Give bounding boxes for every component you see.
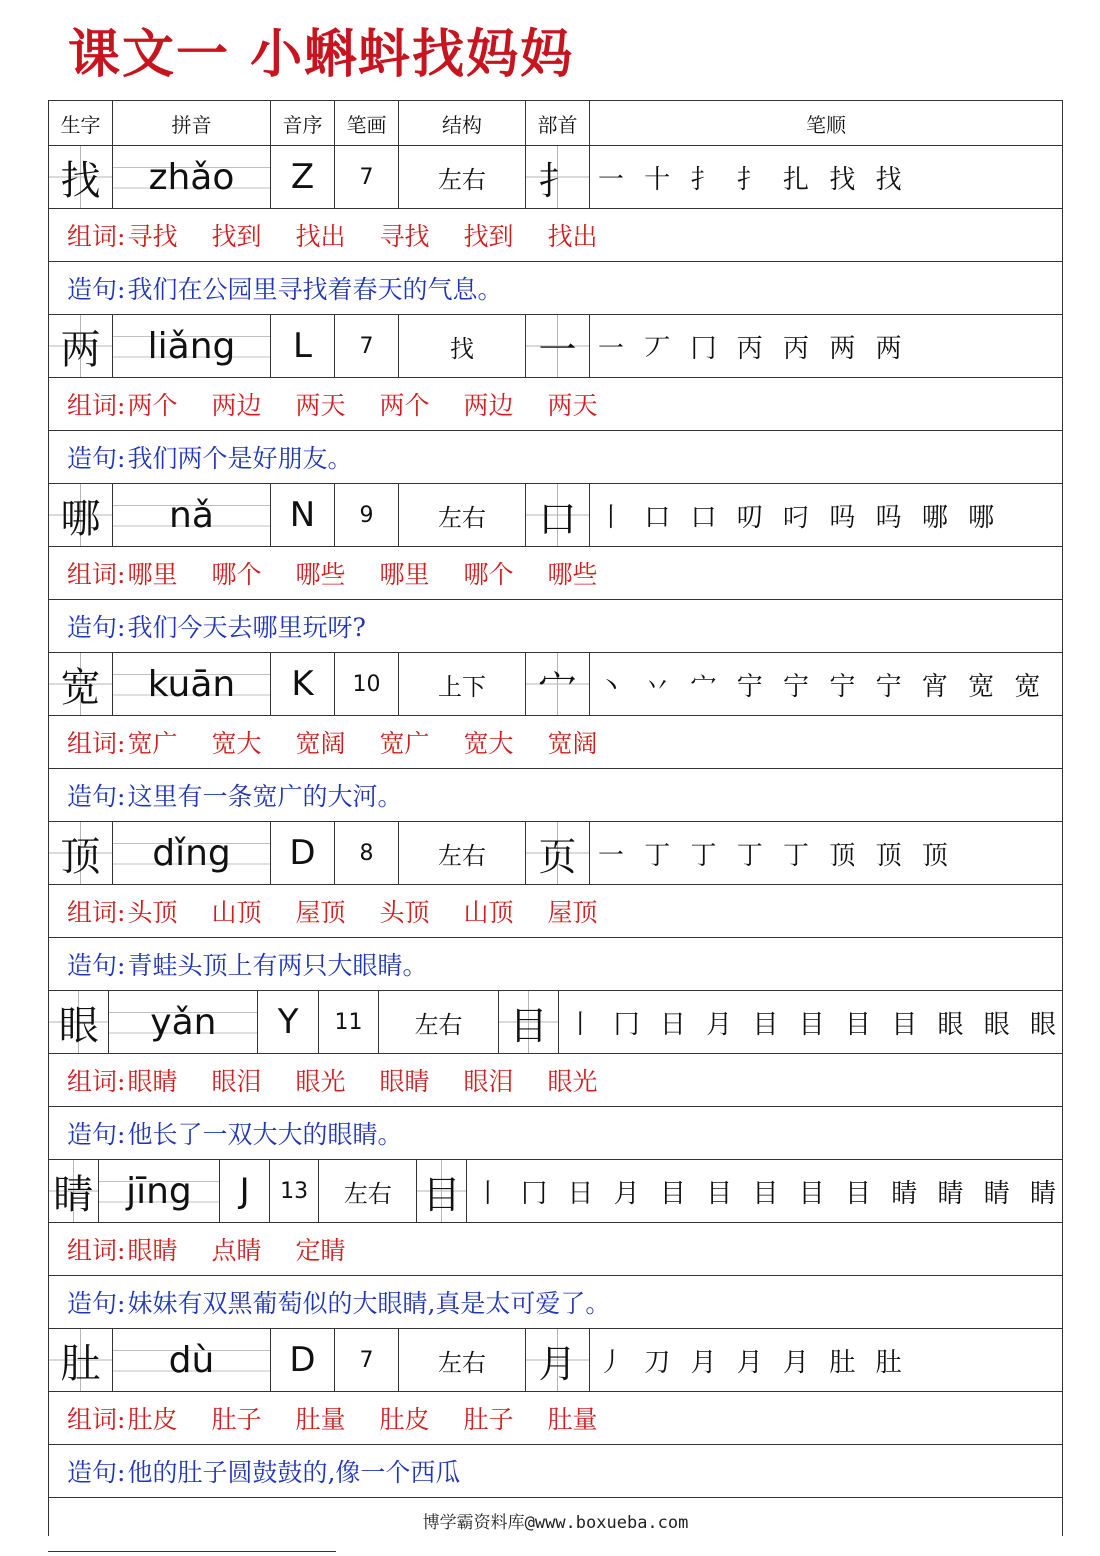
word-item: 两个 xyxy=(127,391,178,420)
structure-cell: 左右 xyxy=(379,991,499,1053)
structure-cell: 左右 xyxy=(399,484,526,546)
word-item: 哪个 xyxy=(463,560,514,589)
char-cell: 眼 xyxy=(49,991,109,1053)
word-item: 肚皮 xyxy=(379,1405,430,1434)
radical-cell: 页 xyxy=(526,822,590,884)
word-item: 眼睛 xyxy=(379,1067,430,1096)
radical-cell: 目 xyxy=(499,991,559,1053)
entry-row xyxy=(49,822,1062,885)
sentence-label: 造句: xyxy=(67,1289,126,1318)
word-item: 找出 xyxy=(295,222,346,251)
strokes-cell: 7 xyxy=(335,1329,399,1391)
seq-cell: D xyxy=(271,822,335,884)
words-label: 组词: xyxy=(67,391,126,420)
sentence-text: 我们在公园里寻找着春天的气息。 xyxy=(127,275,503,304)
word-item: 哪里 xyxy=(379,560,430,589)
stroke-order-cell: 一 丆 冂 丙 丙 两 两 xyxy=(598,333,908,364)
word-item: 宽阔 xyxy=(295,729,346,758)
words-label: 组词: xyxy=(67,1405,126,1434)
word-item: 屋顶 xyxy=(547,898,598,927)
radical-cell: 扌 xyxy=(526,146,590,208)
word-item: 头顶 xyxy=(379,898,430,927)
seq-cell: J xyxy=(220,1160,270,1222)
word-item: 定睛 xyxy=(295,1236,346,1265)
word-item: 肚子 xyxy=(463,1405,514,1434)
entry xyxy=(49,822,1062,991)
char-cell: 宽 xyxy=(49,653,113,715)
strokes-cell: 11 xyxy=(319,991,379,1053)
entry-row xyxy=(49,653,1062,716)
entry xyxy=(49,1329,1062,1498)
entry xyxy=(49,1160,1062,1329)
word-item: 两个 xyxy=(379,391,430,420)
strokes-cell: 13 xyxy=(270,1160,320,1222)
word-item: 两天 xyxy=(295,391,346,420)
word-item: 屋顶 xyxy=(295,898,346,927)
seq-cell: N xyxy=(271,484,335,546)
char-cell: 两 xyxy=(49,315,113,377)
word-item: 两边 xyxy=(211,391,262,420)
word-item: 宽大 xyxy=(463,729,514,758)
sentence-row xyxy=(49,1276,1062,1329)
sentence-row xyxy=(49,600,1062,653)
sentence-text: 我们两个是好朋友。 xyxy=(127,444,353,473)
entry xyxy=(49,653,1062,822)
words-row xyxy=(49,1054,1062,1107)
words-label: 组词: xyxy=(67,1236,126,1265)
divider xyxy=(48,1551,336,1552)
word-item: 眼睛 xyxy=(127,1236,178,1265)
char-cell: 顶 xyxy=(49,822,113,884)
radical-cell: 一 xyxy=(526,315,590,377)
pinyin-cell: jīng xyxy=(99,1160,221,1222)
word-item: 宽大 xyxy=(211,729,262,758)
words-label: 组词: xyxy=(67,560,126,589)
radical-cell: 口 xyxy=(526,484,590,546)
header-structure: 结构 xyxy=(399,101,526,145)
pinyin-cell: kuān xyxy=(113,653,271,715)
seq-cell: Z xyxy=(271,146,335,208)
words-label: 组词: xyxy=(67,222,126,251)
word-item: 哪里 xyxy=(127,560,178,589)
sentence-label: 造句: xyxy=(67,444,126,473)
entry-row xyxy=(49,991,1062,1054)
word-item: 找到 xyxy=(211,222,262,251)
word-item: 山顶 xyxy=(463,898,514,927)
word-item: 肚量 xyxy=(547,1405,598,1434)
char-cell: 睛 xyxy=(49,1160,99,1222)
entry xyxy=(49,991,1062,1160)
words-row xyxy=(49,547,1062,600)
word-item: 头顶 xyxy=(127,898,178,927)
radical-cell: 宀 xyxy=(526,653,590,715)
sentence-row xyxy=(49,1445,1062,1498)
sentence-text: 青蛙头顶上有两只大眼睛。 xyxy=(127,951,428,980)
header-order: 笔顺 xyxy=(806,112,846,137)
footer-text: 博学霸资料库@www.boxueba.com xyxy=(422,1513,689,1533)
words-row xyxy=(49,885,1062,938)
word-item: 宽阔 xyxy=(547,729,598,758)
words-label: 组词: xyxy=(67,1067,126,1096)
word-item: 眼光 xyxy=(547,1067,598,1096)
seq-cell: Y xyxy=(258,991,318,1053)
strokes-cell: 9 xyxy=(335,484,399,546)
word-item: 眼泪 xyxy=(211,1067,262,1096)
char-cell: 找 xyxy=(49,146,113,208)
sentence-label: 造句: xyxy=(67,275,126,304)
word-item: 哪个 xyxy=(211,560,262,589)
sentence-row xyxy=(49,1107,1062,1160)
word-item: 山顶 xyxy=(211,898,262,927)
words-row xyxy=(49,1392,1062,1445)
word-item: 眼睛 xyxy=(127,1067,178,1096)
entry xyxy=(49,484,1062,653)
table-header xyxy=(49,100,1062,146)
word-item: 两边 xyxy=(463,391,514,420)
pinyin-cell: dǐng xyxy=(113,822,271,884)
radical-cell: 目 xyxy=(417,1160,467,1222)
sentence-text: 他的肚子圆鼓鼓的,像一个西瓜 xyxy=(127,1458,461,1487)
vocab-table xyxy=(48,100,1063,1536)
structure-cell: 左右 xyxy=(319,1160,417,1222)
entry xyxy=(49,315,1062,484)
structure-cell: 左右 xyxy=(399,822,526,884)
words-row xyxy=(49,209,1062,262)
word-item: 眼泪 xyxy=(463,1067,514,1096)
words-row xyxy=(49,378,1062,431)
header-pinyin: 拼音 xyxy=(113,101,271,145)
stroke-order-cell: 一 丁 丁 丁 丁 顶 顶 顶 xyxy=(598,840,954,871)
word-item: 肚子 xyxy=(211,1405,262,1434)
sentence-row xyxy=(49,938,1062,991)
stroke-order-cell: 丨 冂 日 月 目 目 目 目 目 睛 睛 睛 睛 xyxy=(474,1178,1063,1209)
entry-row xyxy=(49,1160,1062,1223)
footer xyxy=(49,1498,1062,1536)
sentence-label: 造句: xyxy=(67,951,126,980)
sentence-text: 我们今天去哪里玩呀? xyxy=(127,613,366,642)
strokes-cell: 8 xyxy=(335,822,399,884)
header-seq: 音序 xyxy=(271,101,335,145)
entry-row xyxy=(49,315,1062,378)
seq-cell: D xyxy=(271,1329,335,1391)
entry-row xyxy=(49,1329,1062,1392)
radical-cell: 月 xyxy=(526,1329,590,1391)
stroke-order-cell: 丨 口 口 叨 叼 吗 吗 哪 哪 xyxy=(598,502,1001,533)
stroke-order-cell: 一 十 扌 扌 扎 找 找 xyxy=(598,164,908,195)
entry-row xyxy=(49,146,1062,209)
sentence-row xyxy=(49,431,1062,484)
pinyin-cell: zhǎo xyxy=(113,146,271,208)
header-strokes: 笔画 xyxy=(335,101,399,145)
char-cell: 哪 xyxy=(49,484,113,546)
stroke-order-cell: 丿 刀 月 月 月 肚 肚 xyxy=(598,1347,908,1378)
word-item: 点睛 xyxy=(211,1236,262,1265)
word-item: 找出 xyxy=(547,222,598,251)
sentence-row xyxy=(49,769,1062,822)
words-row xyxy=(49,716,1062,769)
char-cell: 肚 xyxy=(49,1329,113,1391)
words-label: 组词: xyxy=(67,898,126,927)
structure-cell: 左右 xyxy=(399,146,526,208)
structure-cell: 左右 xyxy=(399,1329,526,1391)
word-item: 肚皮 xyxy=(127,1405,178,1434)
sentence-text: 他长了一双大大的眼睛。 xyxy=(127,1120,403,1149)
entry xyxy=(49,146,1062,315)
pinyin-cell: nǎ xyxy=(113,484,271,546)
stroke-order-cell: 丨 冂 日 月 目 目 目 目 眼 眼 眼 xyxy=(567,1009,1062,1040)
words-label: 组词: xyxy=(67,729,126,758)
header-char: 生字 xyxy=(49,101,113,145)
sentence-label: 造句: xyxy=(67,613,126,642)
pinyin-cell: yǎn xyxy=(109,991,258,1053)
word-item: 哪些 xyxy=(295,560,346,589)
structure-cell: 上下 xyxy=(399,653,526,715)
seq-cell: K xyxy=(271,653,335,715)
word-item: 两天 xyxy=(547,391,598,420)
structure-cell: 找 xyxy=(399,315,526,377)
sentence-label: 造句: xyxy=(67,782,126,811)
word-item: 肚量 xyxy=(295,1405,346,1434)
sentence-label: 造句: xyxy=(67,1120,126,1149)
strokes-cell: 7 xyxy=(335,146,399,208)
words-row xyxy=(49,1223,1062,1276)
seq-cell: L xyxy=(271,315,335,377)
sentence-text: 妹妹有双黑葡萄似的大眼睛,真是太可爱了。 xyxy=(127,1289,611,1318)
entry-row xyxy=(49,484,1062,547)
word-item: 寻找 xyxy=(127,222,178,251)
pinyin-cell: liǎng xyxy=(113,315,271,377)
sentence-label: 造句: xyxy=(67,1458,126,1487)
entries xyxy=(49,146,1062,1498)
word-item: 找到 xyxy=(463,222,514,251)
strokes-cell: 10 xyxy=(335,653,399,715)
word-item: 宽广 xyxy=(127,729,178,758)
word-item: 宽广 xyxy=(379,729,430,758)
word-item: 眼光 xyxy=(295,1067,346,1096)
word-item: 哪些 xyxy=(547,560,598,589)
strokes-cell: 7 xyxy=(335,315,399,377)
header-radical: 部首 xyxy=(526,101,590,145)
sentence-row xyxy=(49,262,1062,315)
stroke-order-cell: 丶 丷 宀 宁 宁 宁 宁 宵 宽 宽 xyxy=(598,671,1047,702)
page-title: 课文一 小蝌蚪找妈妈 xyxy=(68,24,575,85)
pinyin-cell: dù xyxy=(113,1329,271,1391)
word-item: 寻找 xyxy=(379,222,430,251)
sentence-text: 这里有一条宽广的大河。 xyxy=(127,782,403,811)
